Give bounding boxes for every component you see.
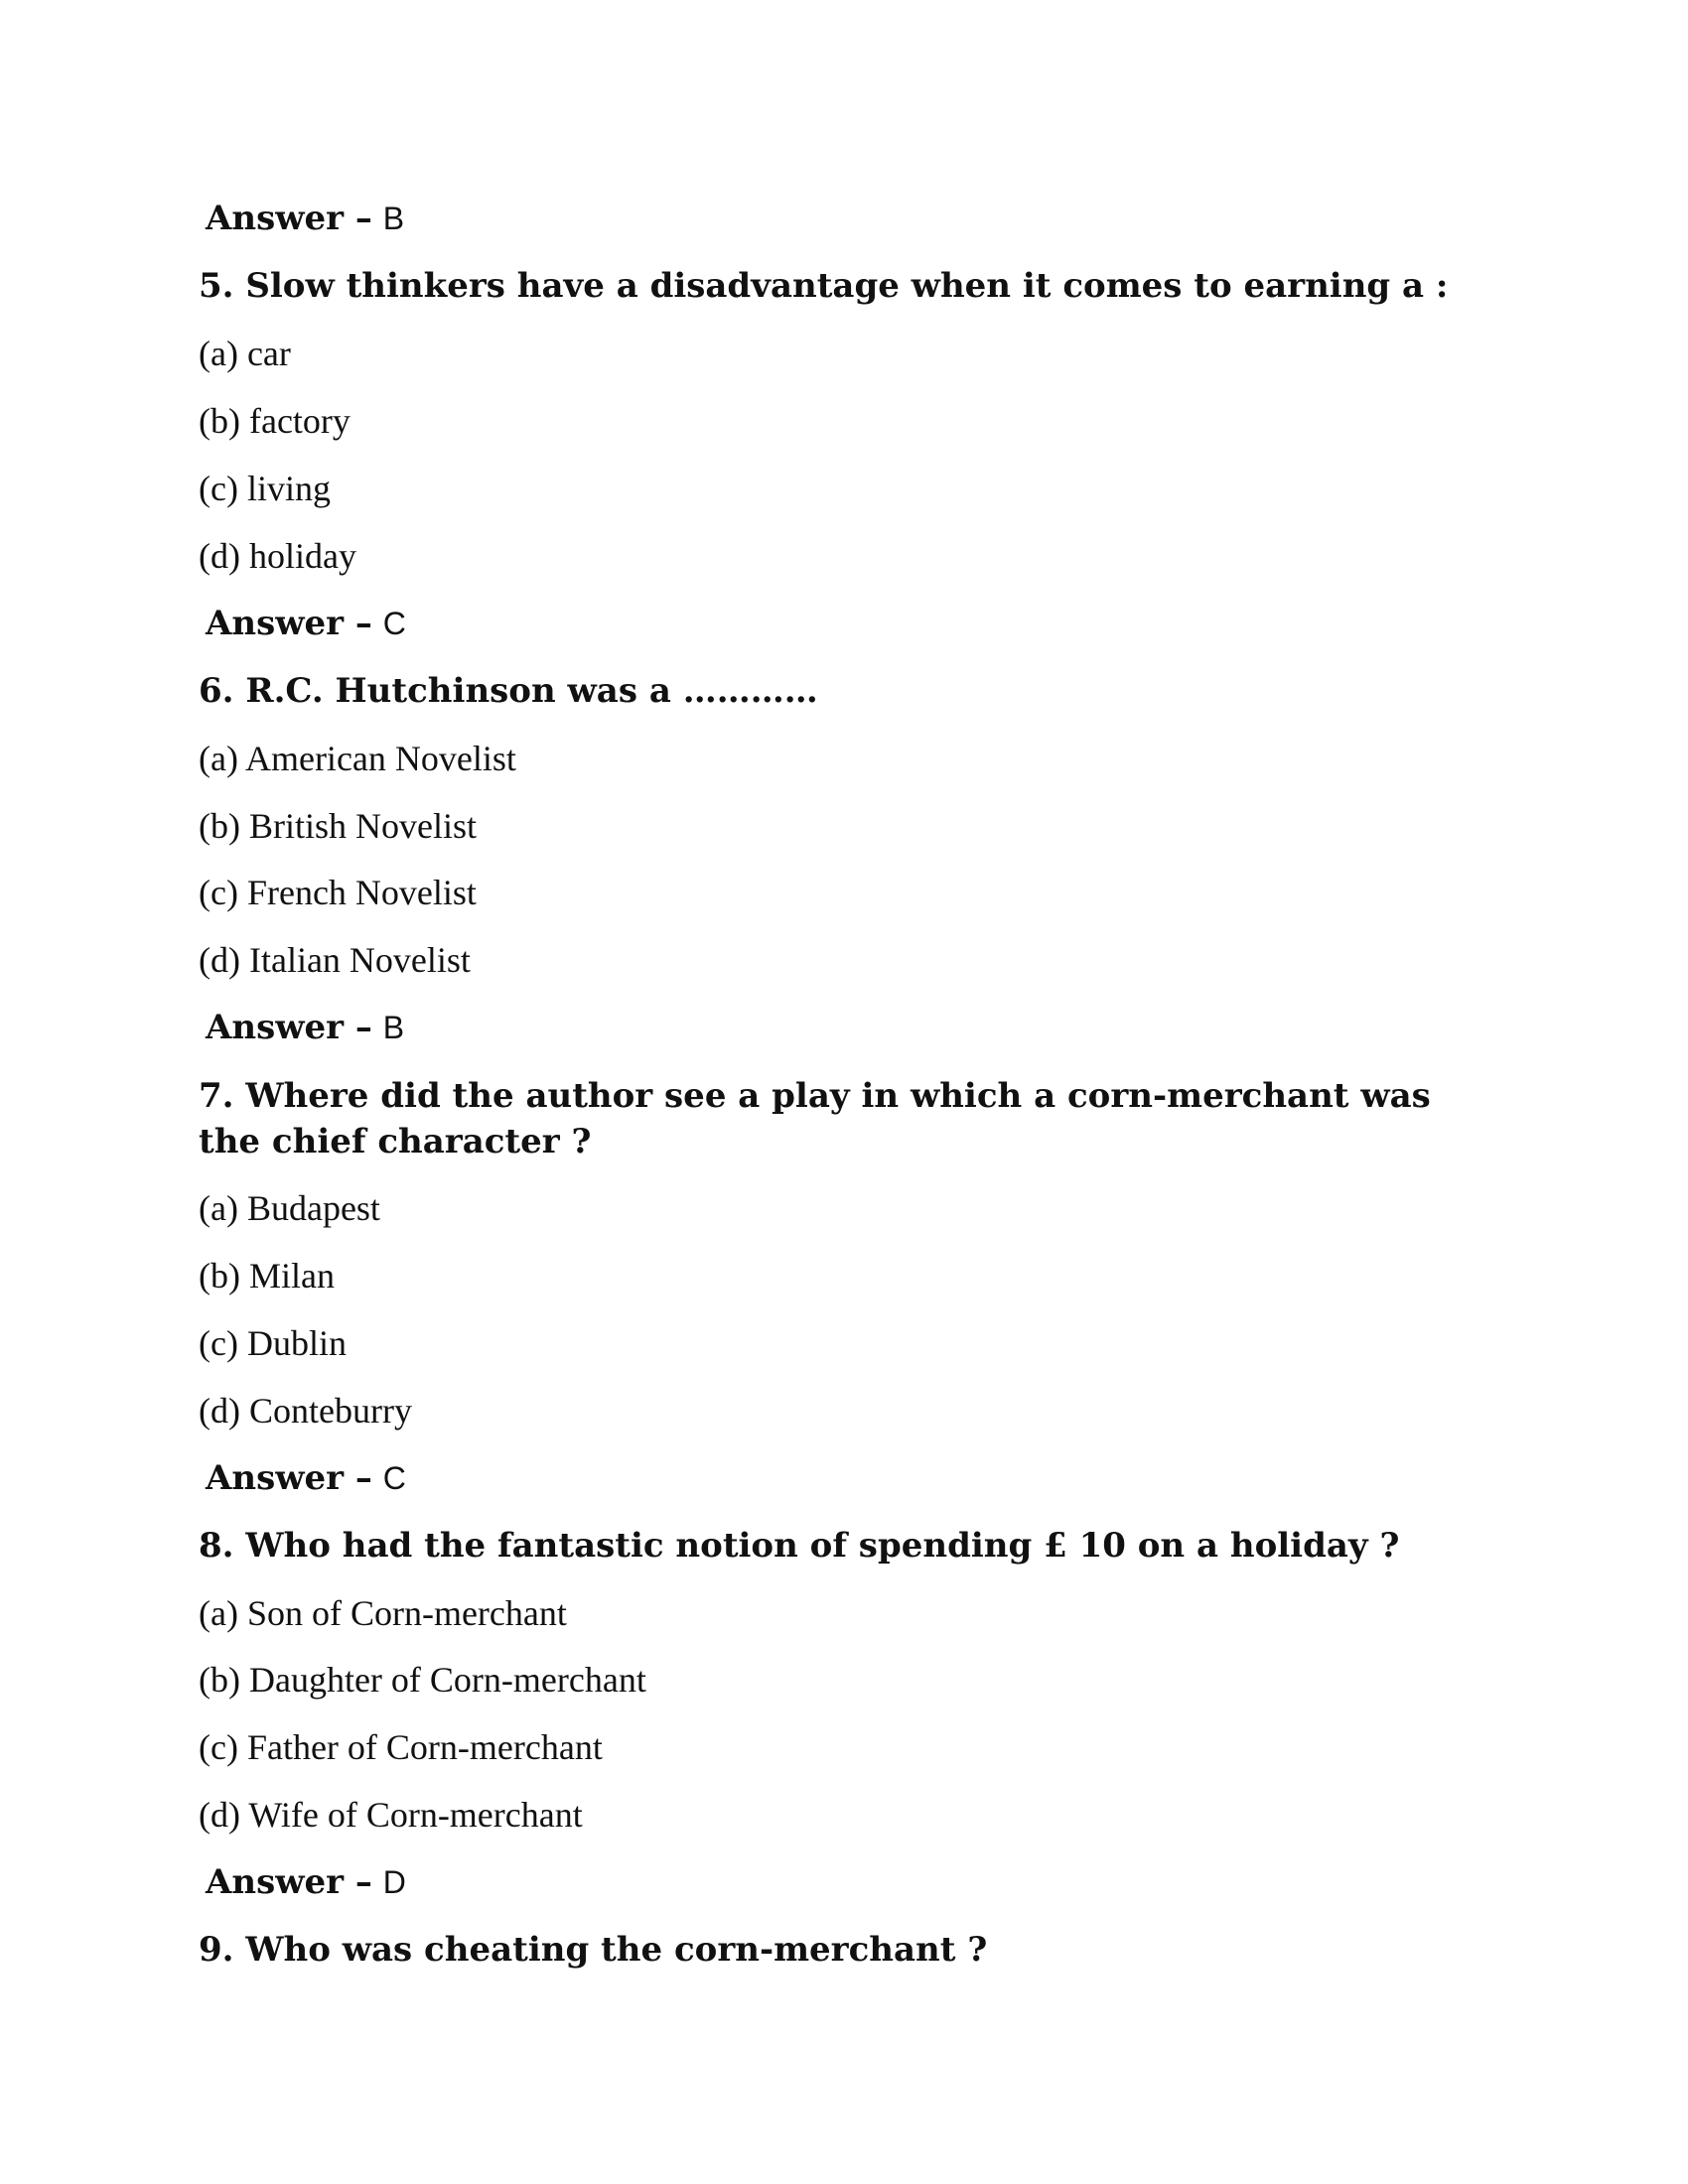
- option-d: (d) holiday: [199, 536, 356, 576]
- option-a: (a) car: [199, 334, 291, 373]
- option-d: (d) Wife of Corn-merchant: [199, 1795, 583, 1835]
- question-8: 8. Who had the fantastic notion of spending £ 10 on a holiday ?: [199, 1526, 1400, 1566]
- option-b: (b) Milan: [199, 1256, 335, 1296]
- option-a: (a) Budapest: [199, 1188, 380, 1228]
- answer-value: B: [382, 1010, 405, 1045]
- answer-label: Answer –: [206, 1458, 372, 1498]
- question-9: 9. Who was cheating the corn-merchant ?: [199, 1930, 988, 1970]
- option-c: (c) Father of Corn-merchant: [199, 1727, 603, 1767]
- option-b: (b) factory: [199, 401, 351, 441]
- answer-line: [206, 197, 404, 240]
- answer-value: C: [382, 1460, 406, 1496]
- option-c: (c) Dublin: [199, 1323, 347, 1363]
- answer-line: [206, 1860, 406, 1904]
- answer-label: Answer –: [206, 1862, 372, 1902]
- answer-value: B: [382, 201, 405, 236]
- option-d: (d) Italian Novelist: [199, 940, 471, 980]
- answer-value: D: [382, 1864, 406, 1900]
- answer-label: Answer –: [206, 604, 372, 643]
- question-6: 6. R.C. Hutchinson was a …………: [199, 671, 818, 711]
- question-5: 5. Slow thinkers have a disadvantage when it comes to earning a :: [199, 266, 1449, 306]
- option-a: (a) American Novelist: [199, 739, 516, 778]
- answer-label: Answer –: [206, 1008, 372, 1047]
- answer-line: [206, 1006, 404, 1049]
- option-c: (c) French Novelist: [199, 873, 477, 912]
- answer-line: [206, 1456, 406, 1500]
- option-a: (a) Son of Corn-merchant: [199, 1593, 567, 1633]
- option-b: (b) Daughter of Corn-merchant: [199, 1660, 646, 1700]
- answer-value: C: [382, 606, 406, 641]
- option-b: (b) British Novelist: [199, 806, 477, 846]
- option-c: (c) living: [199, 469, 331, 508]
- option-d: (d) Conteburry: [199, 1391, 412, 1431]
- question-7: 7. Where did the author see a play in which a corn-merchant was the chief character ?: [199, 1076, 1431, 1161]
- answer-label: Answer –: [206, 199, 372, 238]
- answer-line: [206, 602, 406, 645]
